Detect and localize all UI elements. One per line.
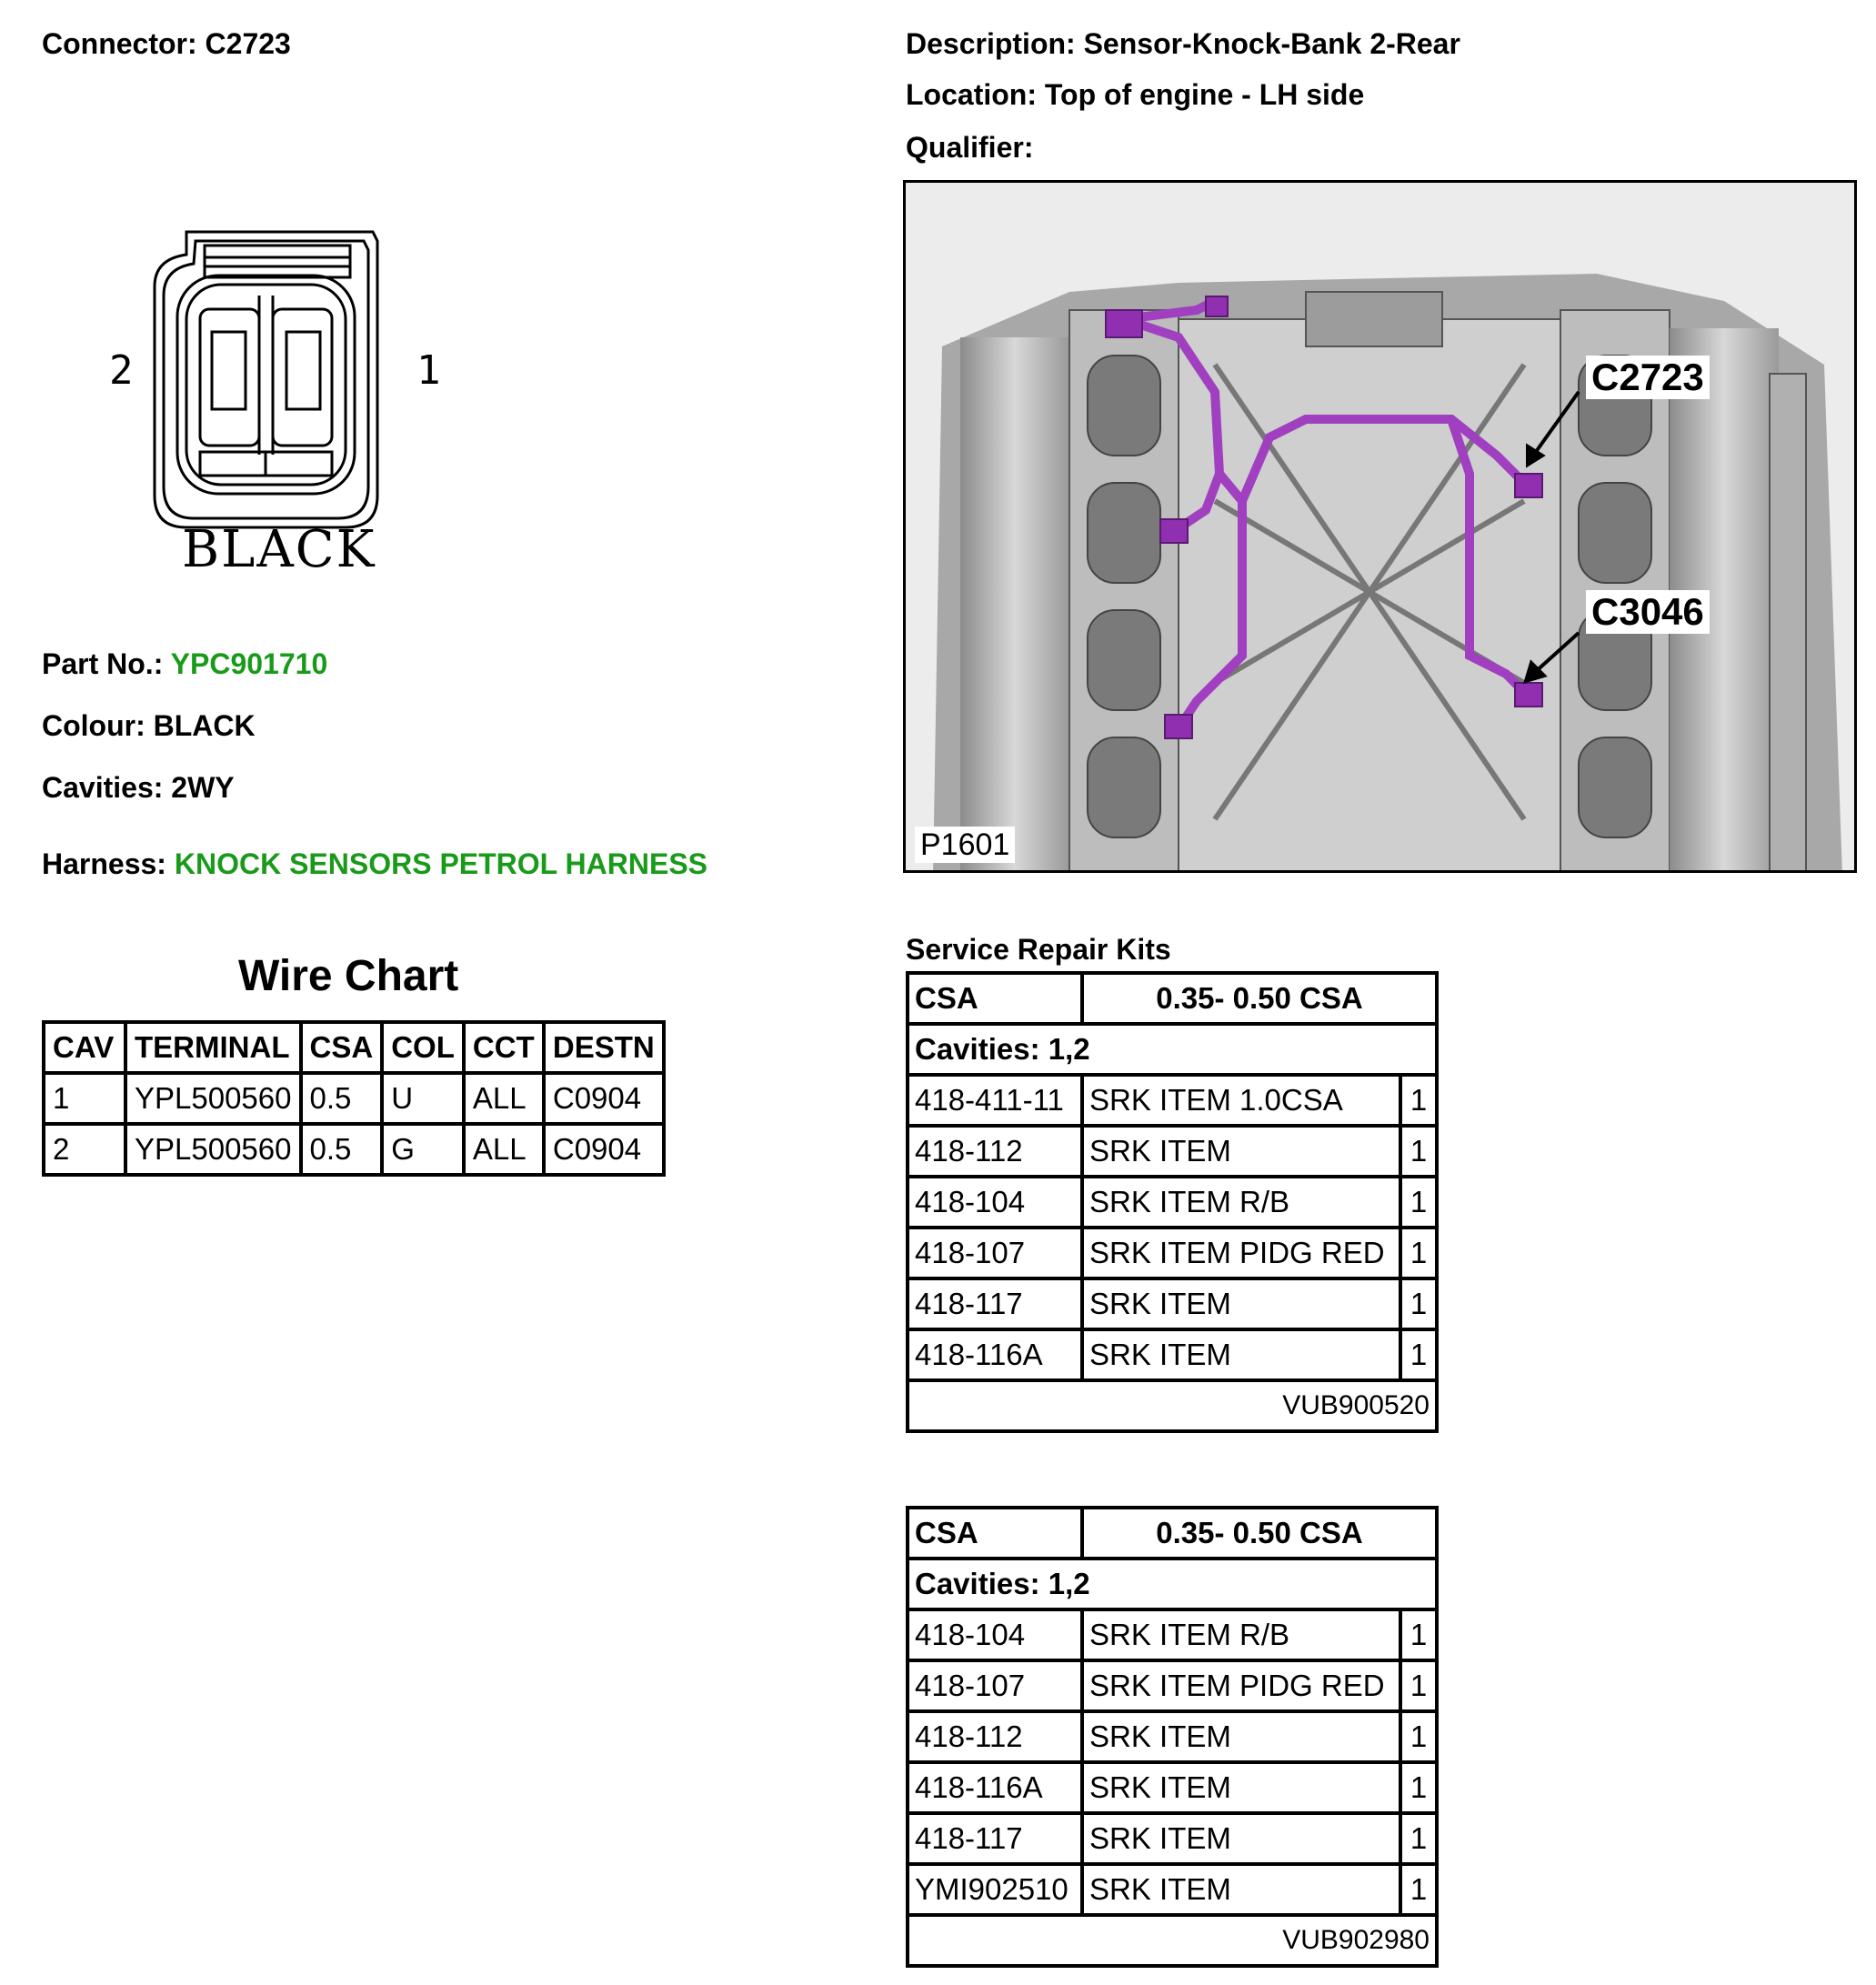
engine-illustration — [906, 183, 1857, 873]
connector-c3046-marker — [1515, 683, 1542, 707]
srk-qty: 1 — [1400, 1126, 1437, 1177]
srk-csa-label: CSA — [908, 973, 1082, 1024]
cell-destn: C0904 — [544, 1124, 664, 1175]
srk-part-no: 418-117 — [908, 1813, 1082, 1864]
srk-kit-table-1 — [906, 971, 1439, 1433]
srk-cavities-row — [908, 1559, 1437, 1609]
srk-csa-label: CSA — [908, 1508, 1082, 1559]
srk-part-no: 418-104 — [908, 1177, 1082, 1228]
description-value: Sensor-Knock-Bank 2-Rear — [1083, 27, 1460, 60]
srk-part-no: 418-107 — [908, 1228, 1082, 1278]
wire-chart-header-row — [44, 1022, 664, 1073]
harness-link[interactable]: KNOCK SENSORS PETROL HARNESS — [174, 847, 707, 880]
srk-part-no: 418-104 — [908, 1609, 1082, 1660]
srk-kit-number-row — [908, 1380, 1437, 1431]
srk-cavities: Cavities: 1,2 — [908, 1024, 1437, 1075]
table-row — [908, 1177, 1437, 1228]
cavities-value: 2WY — [171, 771, 235, 804]
srk-qty: 1 — [1400, 1864, 1437, 1915]
wire-chart-title: Wire Chart — [238, 952, 459, 1000]
location-value: Top of engine - LH side — [1044, 78, 1365, 111]
srk-item: SRK ITEM — [1082, 1762, 1400, 1813]
srk-item: SRK ITEM — [1082, 1864, 1400, 1915]
srk-kit-number-row — [908, 1915, 1437, 1966]
cell-cct: ALL — [464, 1073, 544, 1124]
cell-csa: 0.5 — [301, 1124, 383, 1175]
srk-qty: 1 — [1400, 1609, 1437, 1660]
table-row — [908, 1609, 1437, 1660]
srk-qty: 1 — [1400, 1762, 1437, 1813]
srk-item: SRK ITEM PIDG RED — [1082, 1660, 1400, 1711]
harness-label: Harness: — [42, 847, 166, 880]
srk-qty: 1 — [1400, 1177, 1437, 1228]
srk-part-no: 418-112 — [908, 1126, 1082, 1177]
srk-item: SRK ITEM R/B — [1082, 1177, 1400, 1228]
wire-chart-table — [42, 1020, 666, 1177]
srk-qty: 1 — [1400, 1813, 1437, 1864]
srk-item: SRK ITEM PIDG RED — [1082, 1228, 1400, 1278]
srk-cavities-row — [908, 1024, 1437, 1075]
srk-item: SRK ITEM — [1082, 1711, 1400, 1762]
srk-item: SRK ITEM — [1082, 1329, 1400, 1380]
colour-label: Colour: — [42, 709, 145, 742]
table-row — [908, 1228, 1437, 1278]
srk-part-no: 418-411-11 — [908, 1075, 1082, 1126]
connector-line — [42, 25, 291, 62]
srk-qty: 1 — [1400, 1228, 1437, 1278]
cell-terminal: YPL500560 — [125, 1124, 301, 1175]
srk-item: SRK ITEM — [1082, 1126, 1400, 1177]
cell-col: U — [382, 1073, 464, 1124]
srk-item: SRK ITEM — [1082, 1813, 1400, 1864]
srk-csa-value: 0.35- 0.50 CSA — [1082, 1508, 1437, 1559]
cavities-label: Cavities: — [42, 771, 164, 804]
header-cct: CCT — [464, 1022, 544, 1073]
cell-cav: 1 — [44, 1073, 125, 1124]
part-number-line — [42, 646, 327, 682]
cell-terminal: YPL500560 — [125, 1073, 301, 1124]
table-row — [908, 1075, 1437, 1126]
cell-destn: C0904 — [544, 1073, 664, 1124]
table-row — [908, 1660, 1437, 1711]
cell-col: G — [382, 1124, 464, 1175]
table-row — [44, 1073, 664, 1124]
srk-part-no: 418-107 — [908, 1660, 1082, 1711]
connector-label: Connector: — [42, 27, 197, 60]
srk-qty: 1 — [1400, 1278, 1437, 1329]
cell-csa: 0.5 — [301, 1073, 383, 1124]
callout-c2723: C2723 — [1586, 356, 1710, 399]
table-row — [908, 1813, 1437, 1864]
srk-csa-row — [908, 973, 1437, 1024]
qualifier-label: Qualifier: — [906, 131, 1034, 164]
callout-c3046: C3046 — [1586, 590, 1710, 634]
table-row — [908, 1864, 1437, 1915]
srk-cavities: Cavities: 1,2 — [908, 1559, 1437, 1609]
header-terminal: TERMINAL — [125, 1022, 301, 1073]
srk-item: SRK ITEM — [1082, 1278, 1400, 1329]
connector-value: C2723 — [205, 27, 291, 60]
cell-cav: 2 — [44, 1124, 125, 1175]
srk-item: SRK ITEM R/B — [1082, 1609, 1400, 1660]
pin-number-right: 1 — [416, 347, 441, 394]
table-row — [908, 1126, 1437, 1177]
srk-csa-row — [908, 1508, 1437, 1559]
qualifier-line — [906, 129, 1033, 165]
table-row — [908, 1278, 1437, 1329]
table-row — [44, 1124, 664, 1175]
description-line — [906, 25, 1460, 62]
srk-part-no: 418-117 — [908, 1278, 1082, 1329]
colour-value: BLACK — [153, 709, 256, 742]
srk-part-no: 418-116A — [908, 1762, 1082, 1813]
location-label: Location: — [906, 78, 1037, 111]
srk-kit-table-2 — [906, 1506, 1439, 1968]
header-col: COL — [382, 1022, 464, 1073]
pin-number-left: 2 — [109, 347, 134, 394]
connector-c2723-marker — [1515, 474, 1542, 497]
part-number-label: Part No.: — [42, 647, 164, 680]
colour-line — [42, 707, 256, 744]
figure-id: P1601 — [915, 827, 1015, 863]
description-label: Description: — [906, 27, 1076, 60]
srk-csa-value: 0.35- 0.50 CSA — [1082, 973, 1437, 1024]
srk-part-no: 418-112 — [908, 1711, 1082, 1762]
header-csa: CSA — [301, 1022, 383, 1073]
connector-colour-caption: BLACK — [182, 520, 376, 579]
harness-line — [42, 846, 707, 882]
cell-cct: ALL — [464, 1124, 544, 1175]
srk-part-no: 418-116A — [908, 1329, 1082, 1380]
location-line — [906, 76, 1364, 113]
srk-qty: 1 — [1400, 1660, 1437, 1711]
srk-kit-number: VUB902980 — [908, 1915, 1437, 1966]
table-row — [908, 1329, 1437, 1380]
table-row — [908, 1711, 1437, 1762]
cavities-line — [42, 769, 235, 806]
header-destn: DESTN — [544, 1022, 664, 1073]
srk-qty: 1 — [1400, 1329, 1437, 1380]
srk-kit-number: VUB900520 — [908, 1380, 1437, 1431]
table-row — [908, 1762, 1437, 1813]
engine-location-picture — [903, 180, 1857, 873]
header-cav: CAV — [44, 1022, 125, 1073]
part-number-link[interactable]: YPC901710 — [170, 647, 328, 680]
srk-part-no: YMI902510 — [908, 1864, 1082, 1915]
srk-item: SRK ITEM 1.0CSA — [1082, 1075, 1400, 1126]
srk-qty: 1 — [1400, 1075, 1437, 1126]
srk-qty: 1 — [1400, 1711, 1437, 1762]
srk-title: Service Repair Kits — [906, 933, 1171, 966]
